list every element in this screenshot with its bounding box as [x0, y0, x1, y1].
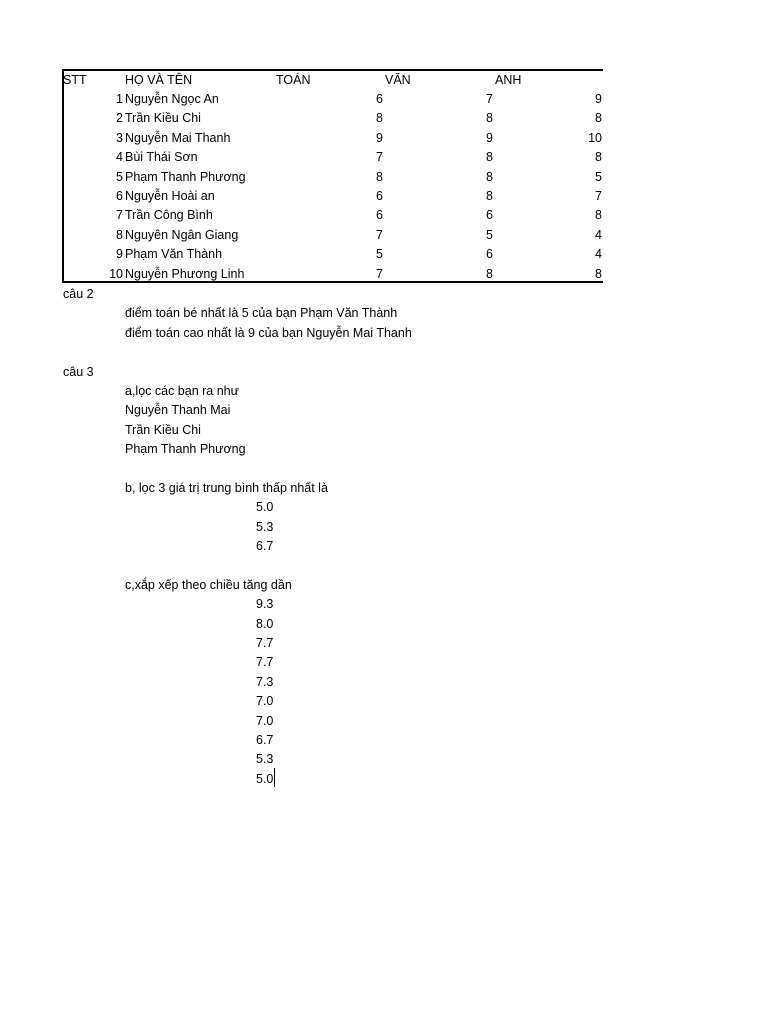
row-toan[interactable]: 5 [376, 247, 383, 261]
row-anh[interactable]: 4 [595, 247, 602, 261]
row-van[interactable]: 6 [486, 247, 493, 261]
row-toan[interactable]: 6 [376, 189, 383, 203]
row-anh[interactable]: 8 [595, 150, 602, 164]
cau3-c-value[interactable]: 5.0 [256, 772, 274, 786]
row-toan[interactable]: 6 [376, 92, 383, 106]
row-van[interactable]: 8 [486, 189, 493, 203]
row-anh[interactable]: 8 [595, 208, 602, 222]
row-name[interactable]: Nguyên Ngân Giang [125, 228, 239, 242]
row-stt[interactable]: 4 [116, 150, 123, 164]
row-name[interactable]: Phạm Thanh Phương [125, 170, 246, 184]
cau3-a-name[interactable]: Nguyễn Thanh Mai [125, 403, 231, 417]
row-toan[interactable]: 7 [376, 150, 383, 164]
row-van[interactable]: 8 [486, 267, 493, 281]
row-toan[interactable]: 8 [376, 170, 383, 184]
row-stt[interactable]: 3 [116, 131, 123, 145]
row-van[interactable]: 5 [486, 228, 493, 242]
row-stt[interactable]: 6 [116, 189, 123, 203]
row-van[interactable]: 8 [486, 150, 493, 164]
row-toan[interactable]: 6 [376, 208, 383, 222]
cau3-c-value[interactable]: 6.7 [256, 733, 274, 747]
row-stt[interactable]: 5 [116, 170, 123, 184]
row-anh[interactable]: 10 [588, 131, 602, 145]
row-name[interactable]: Bùi Thái Sơn [125, 150, 198, 164]
row-van[interactable]: 8 [486, 111, 493, 125]
row-stt[interactable]: 7 [116, 208, 123, 222]
text-cursor [274, 768, 275, 787]
row-stt[interactable]: 10 [109, 267, 123, 281]
cau3-a-name[interactable]: Phạm Thanh Phương [125, 442, 246, 456]
row-stt[interactable]: 8 [116, 228, 123, 242]
row-toan[interactable]: 7 [376, 267, 383, 281]
row-anh[interactable]: 8 [595, 267, 602, 281]
row-stt[interactable]: 2 [116, 111, 123, 125]
row-van[interactable]: 8 [486, 170, 493, 184]
cau3-c-title[interactable]: c,xắp xếp theo chiều tăng dần [125, 578, 292, 592]
cau3-c-value[interactable]: 8.0 [256, 617, 274, 631]
cau2-label[interactable]: câu 2 [63, 287, 94, 301]
header-name[interactable]: HỌ VÀ TÊN [125, 73, 193, 87]
cau3-c-value[interactable]: 7.0 [256, 694, 274, 708]
cau3-c-value[interactable]: 7.0 [256, 714, 274, 728]
header-anh[interactable]: ANH [495, 73, 522, 87]
row-name[interactable]: Nguyễn Mai Thanh [125, 131, 231, 145]
row-toan[interactable]: 8 [376, 111, 383, 125]
cau2-line-min[interactable]: điểm toán bé nhất là 5 của bạn Phạm Văn Thành [125, 306, 398, 320]
row-toan[interactable]: 9 [376, 131, 383, 145]
cau3-a-name[interactable]: Trần Kiều Chi [125, 423, 201, 437]
row-name[interactable]: Nguyễn Phương Linh [125, 267, 245, 281]
cau3-c-value[interactable]: 9.3 [256, 597, 274, 611]
row-name[interactable]: Trần Công Bình [125, 208, 213, 222]
row-anh[interactable]: 9 [595, 92, 602, 106]
row-toan[interactable]: 7 [376, 228, 383, 242]
cau3-b-title[interactable]: b, lọc 3 giá trị trung bình thấp nhất là [125, 481, 328, 495]
header-stt[interactable]: STT [63, 73, 87, 87]
cau2-line-max[interactable]: điểm toán cao nhất là 9 của bạn Nguyễn Mai Thanh [125, 326, 412, 340]
cau3-b-value[interactable]: 5.3 [256, 520, 274, 534]
cau3-c-value[interactable]: 7.7 [256, 655, 274, 669]
row-name[interactable]: Nguyễn Hoài an [125, 189, 215, 203]
row-anh[interactable]: 4 [595, 228, 602, 242]
row-anh[interactable]: 7 [595, 189, 602, 203]
row-anh[interactable]: 8 [595, 111, 602, 125]
row-van[interactable]: 7 [486, 92, 493, 106]
header-toan[interactable]: TOÁN [276, 73, 311, 87]
row-stt[interactable]: 1 [116, 92, 123, 106]
cau3-b-value[interactable]: 6.7 [256, 539, 274, 553]
header-van[interactable]: VĂN [385, 73, 411, 87]
row-name[interactable]: Phạm Văn Thành [125, 247, 223, 261]
row-anh[interactable]: 5 [595, 170, 602, 184]
cau3-b-value[interactable]: 5.0 [256, 500, 274, 514]
cau3-label[interactable]: câu 3 [63, 365, 94, 379]
row-stt[interactable]: 9 [116, 247, 123, 261]
cau3-c-value[interactable]: 7.7 [256, 636, 274, 650]
row-van[interactable]: 6 [486, 208, 493, 222]
cau3-c-value[interactable]: 7.3 [256, 675, 274, 689]
row-name[interactable]: Trần Kiều Chi [125, 111, 201, 125]
cau3-a-title[interactable]: a,lọc các bạn ra như [125, 384, 239, 398]
row-name[interactable]: Nguyễn Ngọc An [125, 92, 219, 106]
cau3-c-value[interactable]: 5.3 [256, 752, 274, 766]
row-van[interactable]: 9 [486, 131, 493, 145]
